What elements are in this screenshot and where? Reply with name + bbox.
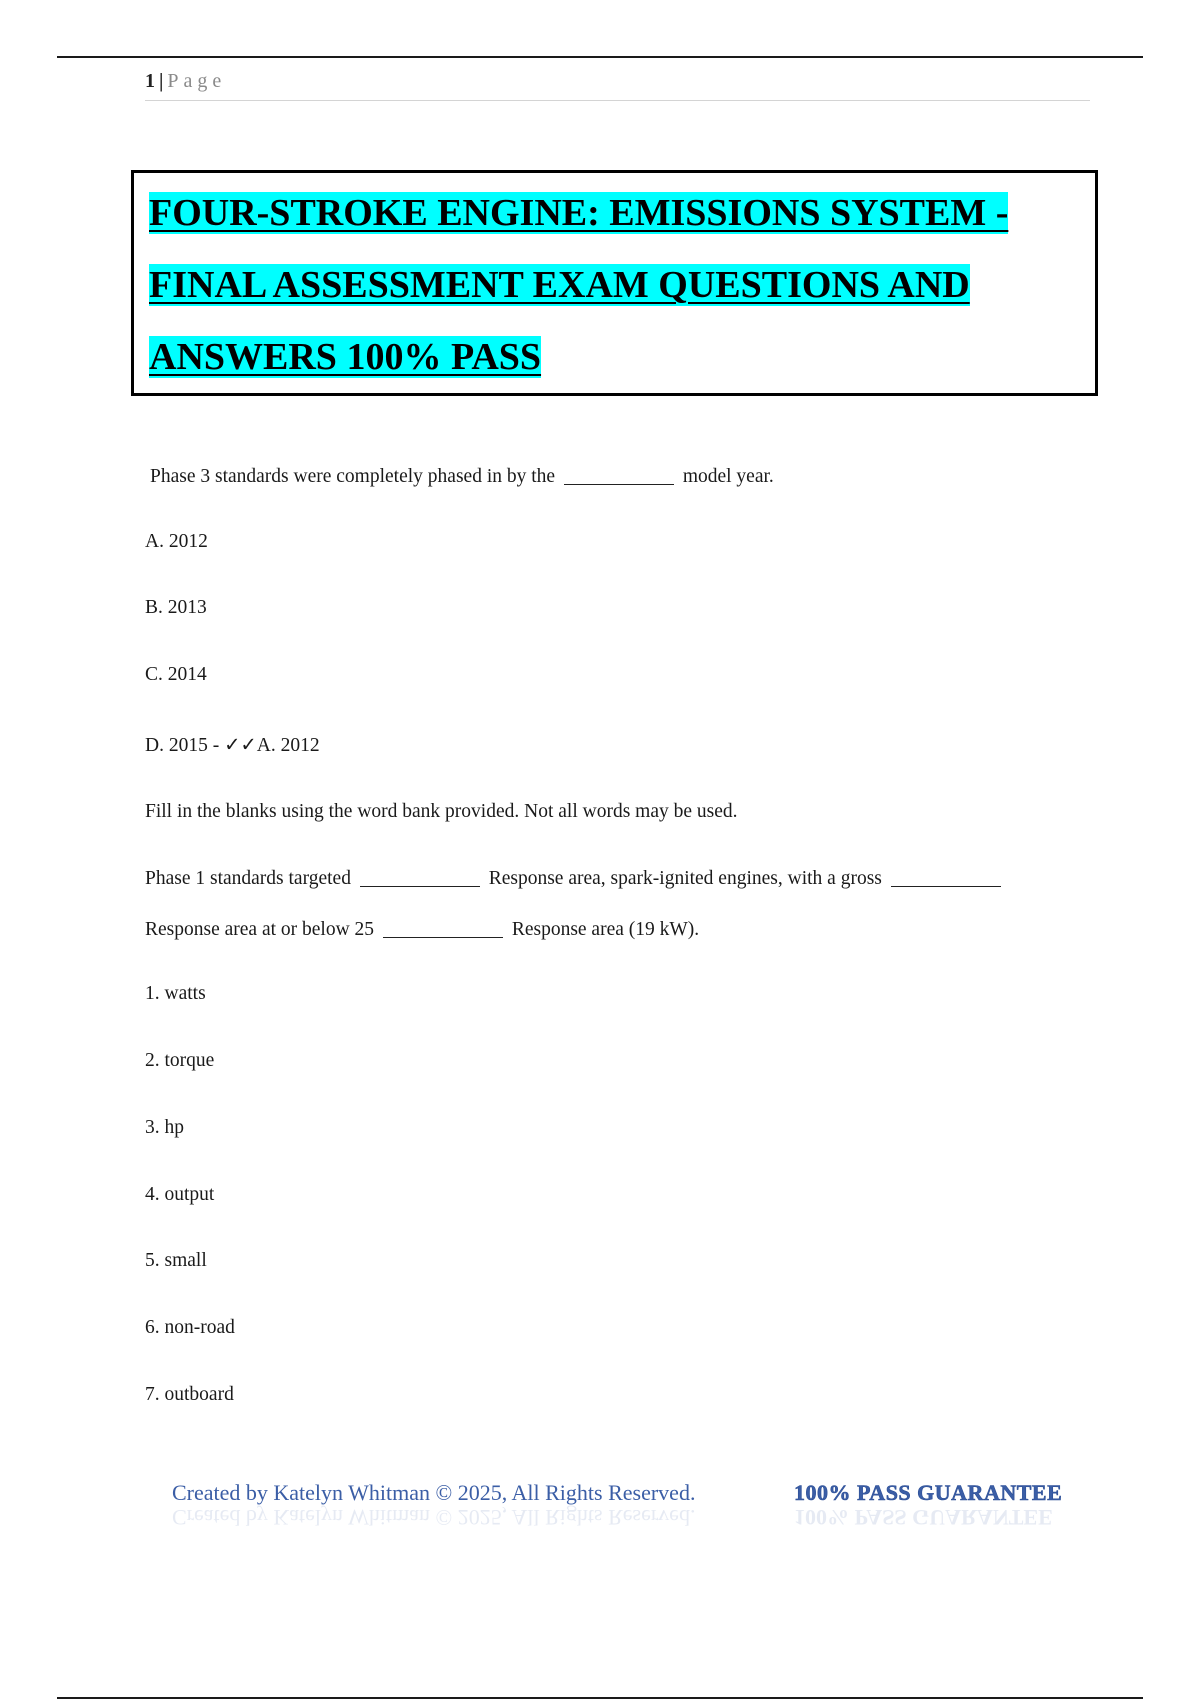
answer-blank [383,936,503,938]
page-word: Page [167,70,227,92]
answer-blank [360,885,480,887]
question-2-instruction: Fill in the blanks using the word bank provided. Not all words may be used. [145,801,738,822]
word-bank-item: 7. outboard [145,1384,234,1405]
question-2-line-2-part-2: Response area (19 kW). [511,919,700,940]
answer-blank [891,885,1001,887]
footer-copyright: Created by Katelyn Whitman © 2025, All Rights Reserved. [172,1480,696,1505]
question-2-line-1-part-2: Response area, spark-ignited engines, with a gross [488,868,882,889]
title-box [131,170,1098,396]
question-1-prompt-after: model year. [682,466,774,487]
page-number: 1 [145,70,155,92]
title-line-1: FOUR-STROKE ENGINE: EMISSIONS SYSTEM - [149,192,1009,234]
option-b: B. 2013 [145,597,207,618]
question-2-line-2 [145,919,699,941]
title-line-3: ANSWERS 100% PASS [149,336,542,378]
option-d-with-answer: D. 2015 - ✓✓A. 2012 [145,735,320,756]
page-separator: | [159,70,164,92]
option-c: C. 2014 [145,664,207,685]
footer-guarantee-reflection: 100% PASS GUARANTEE [794,1505,1053,1530]
word-bank-item: 6. non-road [145,1317,235,1338]
word-bank-item: 5. small [145,1250,207,1271]
word-bank-item: 4. output [145,1184,215,1205]
footer-guarantee: 100% PASS GUARANTEE [794,1480,1063,1505]
question-1-prompt-before: Phase 3 standards were completely phased in by the [150,466,556,487]
word-bank-item: 3. hp [145,1117,184,1138]
word-bank-item: 1. watts [145,983,206,1004]
page-header [145,70,1090,101]
question-2-line-1 [145,868,1005,890]
title-line-2: FINAL ASSESSMENT EXAM QUESTIONS AND [149,264,970,306]
top-rule [57,56,1143,58]
option-a: A. 2012 [145,531,208,552]
question-2-line-2-part-1: Response area at or below 25 [145,919,375,940]
question-2-line-1-part-1: Phase 1 standards targeted [145,868,351,889]
word-bank-item: 2. torque [145,1050,215,1071]
footer-copyright-reflection: Created by Katelyn Whitman © 2025, All Rights Reserved. [172,1505,696,1530]
bottom-rule [57,1697,1143,1699]
answer-blank [564,483,674,485]
question-1-prompt [150,466,774,488]
